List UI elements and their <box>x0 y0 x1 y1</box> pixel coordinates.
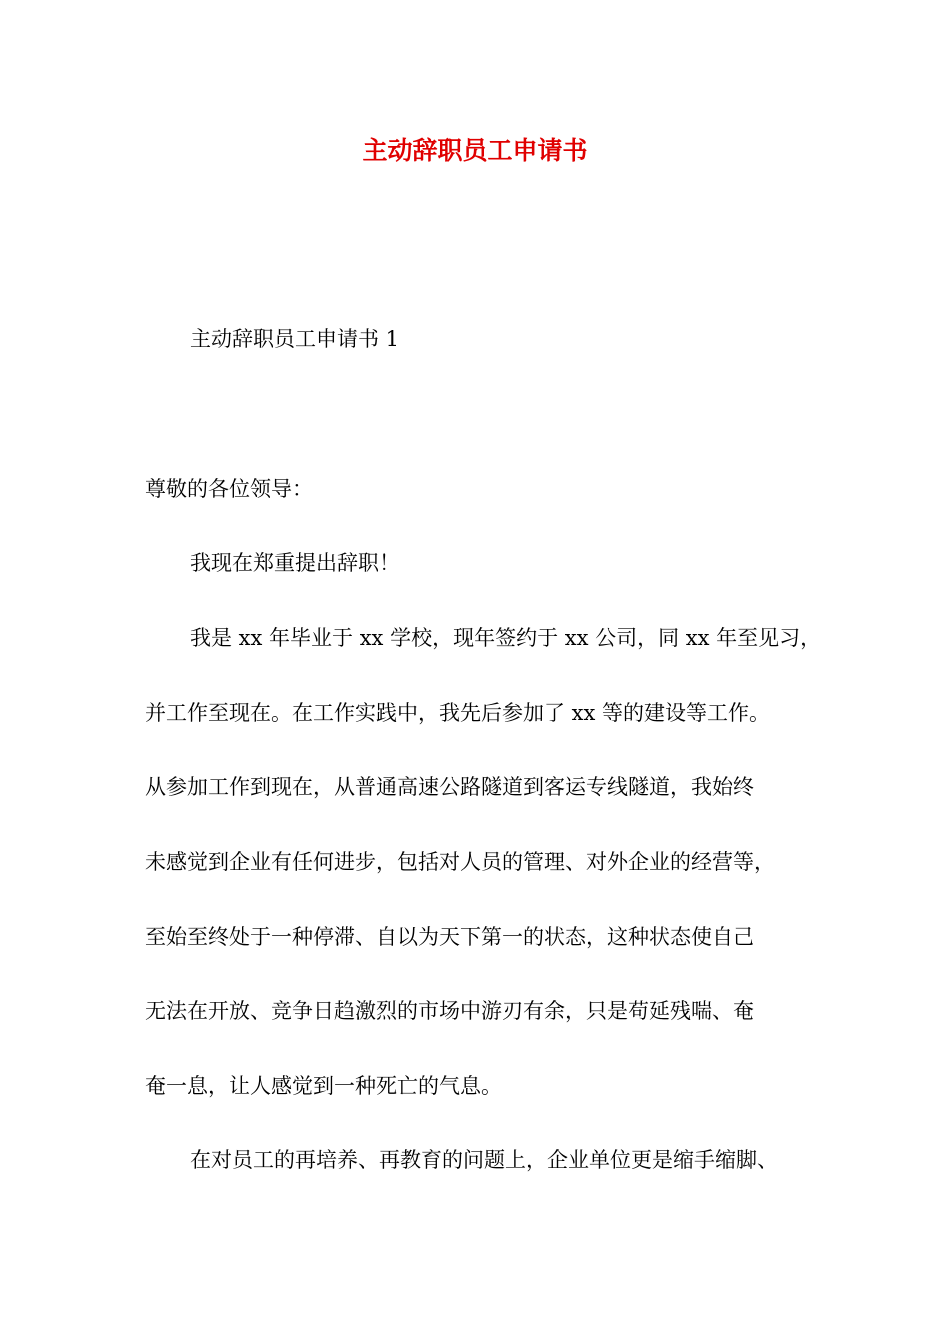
paragraph-line: 从参加工作到现在，从普通高速公路隧道到客运专线隧道，我始终 <box>145 775 754 799</box>
paragraph-line: 我是 xx 年毕业于 xx 学校，现年签约于 xx 公司，同 xx 年至见习， <box>190 626 822 650</box>
paragraph-line: 奄一息，让人感觉到一种死亡的气息。 <box>145 1074 502 1098</box>
paragraph-line: 我现在郑重提出辞职！ <box>190 551 400 575</box>
paragraph-line: 无法在开放、竞争日趋激烈的市场中游刃有余，只是苟延残喘、奄 <box>145 999 754 1023</box>
paragraph-line: 至始至终处于一种停滞、自以为天下第一的状态，这种状态使自己 <box>145 925 754 949</box>
paragraph-line: 并工作至现在。在工作实践中，我先后参加了 xx 等的建设等工作。 <box>145 701 771 725</box>
paragraph-line: 未感觉到企业有任何进步，包括对人员的管理、对外企业的经营等， <box>145 850 775 874</box>
salutation: 尊敬的各位领导： <box>145 477 313 501</box>
paragraph-line: 在对员工的再培养、再教育的问题上，企业单位更是缩手缩脚、 <box>190 1148 778 1172</box>
section-heading: 主动辞职员工申请书 1 <box>190 327 400 351</box>
document-title: 主动辞职员工申请书 <box>362 136 588 165</box>
